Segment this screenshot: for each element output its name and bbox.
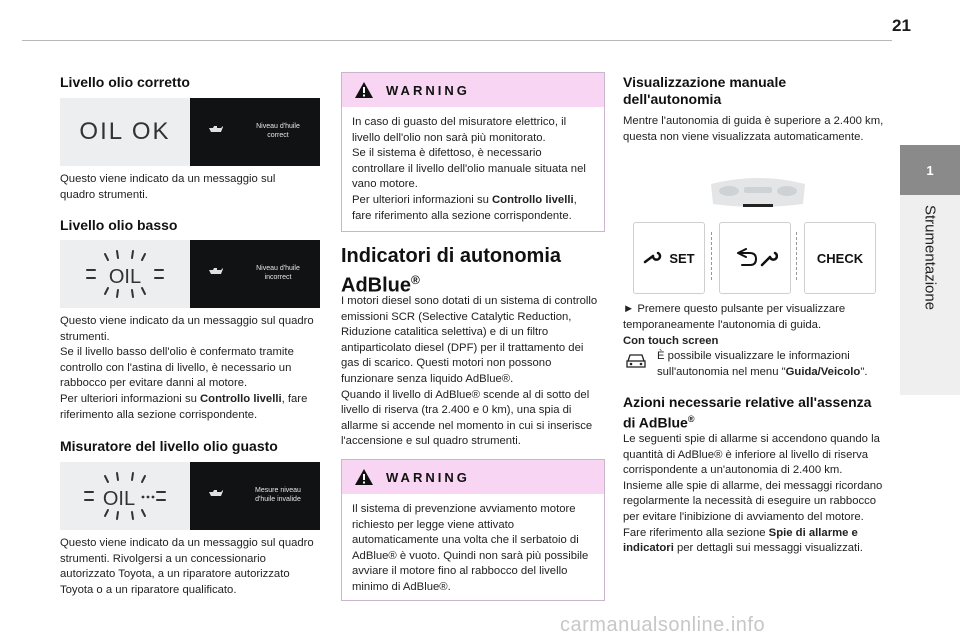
warning-triangle-icon [354, 468, 374, 486]
oil-fault-body: Questo viene indicato da un messaggio sul quadro strumenti. Rivolgersi a un concessionario autorizzato Toyota, a un riparatore autorizzato Toyota o a un riparatore qualificato. [60, 537, 314, 596]
button-divider [796, 232, 799, 280]
warning-box-2-title: WARNING [386, 469, 470, 485]
touch-screen-body: È possibile visualizzare le informazioni sull'autonomia nel menu "Guida/Veicolo". [657, 350, 868, 378]
oil-low-heading: Livello olio basso [60, 217, 178, 233]
warning-triangle-icon [354, 81, 374, 99]
warning-box-2 [341, 459, 605, 601]
oil-fault-heading: Misuratore del livello olio guasto [60, 438, 278, 454]
oil-can-icon [208, 489, 224, 498]
watermark: carmanualsonline.info [560, 614, 766, 636]
button-divider [711, 232, 714, 280]
oil-ok-lamp [60, 98, 190, 166]
oil-ok-heading: Livello olio corretto [60, 74, 190, 90]
adblue-body: I motori diesel sono dotati di un sistema di controllo emissioni SCR (Selective Catalytic Reduction, Riduzione catalitica selettiva) e di un filtro antiparticolato diesel (DPF) per il trattamento dei gas di scarico. Questi motori non possono funzionare senza liquido AdBlue®. Quando il livello di AdBlue® scende al di sotto del livello di riserva (tra 2.400 e 0 km), una spia di allarme si accende nel momento in cui si inserisce l'accensione e sul quadro strumenti. [341, 295, 598, 448]
warning-box-1-title: WARNING [386, 82, 470, 98]
oil-ok-body: Questo viene indicato da un messaggio sul quadro strumenti. [60, 173, 276, 201]
oil-ok-display-text: Niveau d'huile correct [256, 123, 300, 139]
warning-box-1 [341, 72, 605, 232]
oil-low-display-text: Niveau d'huile incorrect [256, 265, 300, 281]
oil-low-illustration [60, 240, 320, 308]
page-number: 21 [892, 16, 911, 35]
svg-text:OIL: OIL [108, 266, 142, 288]
reset-wrench-button[interactable] [719, 222, 791, 294]
warning-box-1-body: In caso di guasto del misuratore elettrico, il livello dell'olio non sarà più monitorato. Se il sistema è difettoso, è necessario controllare il livello dell'olio manuale situata nel vano motore. Per ulteriori informazioni su Controllo livelli, fare riferimento alla sezione corrispondente. [352, 116, 586, 222]
oil-ok-display [190, 98, 320, 166]
chapter-tab-text: Strumentazione [921, 205, 939, 311]
oil-can-icon [208, 267, 224, 276]
oil-fault-rays-icon [75, 468, 175, 524]
oil-warning-rays-icon [75, 246, 175, 302]
warning-box-2-header [342, 460, 604, 494]
check-button[interactable]: CHECK [804, 222, 876, 294]
manual-display-body: Mentre l'autonomia di guida è superiore a 2.400 km, questa non viene visualizzata automaticamente. [623, 115, 884, 143]
oil-can-icon [208, 125, 224, 134]
warning-box-1-header [342, 73, 604, 107]
dashboard-console-icon [703, 170, 813, 214]
top-divider [22, 40, 892, 41]
oil-ok-lamp-text: OIL OK [79, 118, 171, 145]
range-instruction: ► Premere questo pulsante per visualizzare temporaneamente l'autonomia di guida. [623, 303, 846, 331]
chapter-tab-label[interactable] [900, 195, 960, 395]
oil-fault-display [190, 462, 320, 530]
oil-ok-illustration [60, 98, 320, 166]
set-button[interactable]: SET [633, 222, 705, 294]
return-wrench-icon [732, 248, 778, 268]
manual-display-heading: Visualizzazione manuale dell'autonomia [623, 74, 787, 107]
warning-box-2-body: Il sistema di prevenzione avviamento motore richiesto per legge viene attivato automaticamente una volta che il serbatoio di AdBlue® è vuoto. Quindi non sarà più possibile avviare il motore fino al rabbocco del livello minimo di AdBlue®. [352, 503, 589, 593]
oil-low-body: Questo viene indicato da un messaggio sul quadro strumenti. Se il livello basso dell'olio è confermato tramite controllo con l'astina di livello, è necessario un rabbocco per evitare danni al motore. Per ulteriori informazioni su Controllo livelli, fare riferimento alla sezione corrispondente. [60, 315, 314, 421]
touch-screen-heading: Con touch screen [623, 335, 719, 347]
oil-low-lamp [60, 240, 190, 308]
oil-fault-illustration [60, 462, 320, 530]
oil-fault-lamp [60, 462, 190, 530]
adblue-heading: Indicatori di autonomia AdBlue® [341, 245, 562, 297]
actions-heading: Azioni necessarie relative all'assenza di AdBlue® [623, 394, 872, 431]
oil-fault-display-text: Mesure niveau d'huile invalide [255, 487, 301, 503]
actions-body: Le seguenti spie di allarme si accendono quando la quantità di AdBlue® è inferiore al livello di riserva corrispondente a un'autonomia di 2.400 km. Insieme alle spie di allarme, dei messaggi ricordano regolarmente la necessità di eseguire un rabbocco per evitare l'inibizione di avviamento del motore. Fare riferimento alla sezione Spie di allarme e indicatori per dettagli sui messaggi visualizzati. [623, 433, 883, 555]
chapter-tab-number[interactable]: 1 [900, 145, 960, 195]
svg-text:OIL: OIL [102, 488, 136, 510]
oil-low-display [190, 240, 320, 308]
car-icon [625, 352, 647, 370]
wrench-icon [643, 251, 663, 265]
